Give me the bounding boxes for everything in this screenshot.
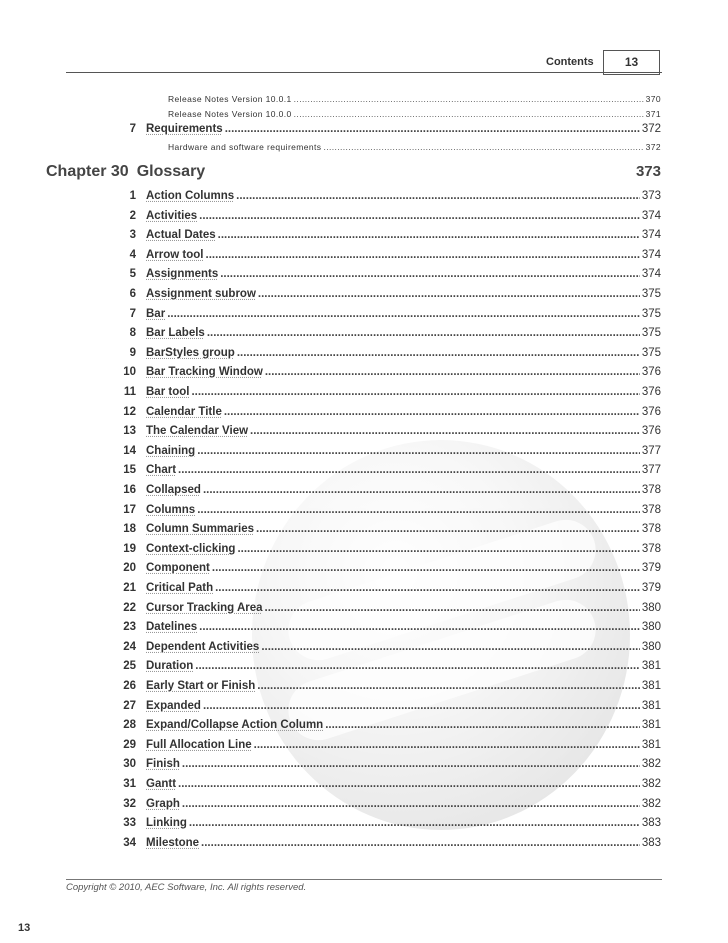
- glossary-entry-page: 378: [641, 503, 661, 516]
- glossary-entry-title: Expand/Collapse Action Column: [146, 719, 324, 732]
- glossary-entry-page: 377: [641, 444, 661, 457]
- glossary-entry-page: 375: [641, 327, 661, 340]
- glossary-entry-number: 22: [123, 601, 136, 614]
- glossary-entry-page: 378: [641, 542, 661, 555]
- glossary-entry[interactable]: [100, 817, 661, 829]
- glossary-entry-title: Milestone: [146, 836, 200, 849]
- glossary-entry[interactable]: [100, 543, 661, 555]
- leader-dots: [178, 464, 640, 476]
- glossary-entry-number: 15: [123, 464, 136, 477]
- glossary-entry-number: 4: [129, 248, 136, 261]
- glossary-entry-title: Cursor Tracking Area: [146, 601, 263, 614]
- glossary-entry-page: 381: [641, 680, 661, 692]
- glossary-entry[interactable]: [100, 190, 661, 202]
- glossary-entry-number: 29: [123, 738, 136, 751]
- glossary-entry[interactable]: [100, 778, 661, 790]
- glossary-entry-title: Chart: [146, 464, 177, 477]
- glossary-entry[interactable]: [100, 347, 661, 359]
- glossary-entry-page: 381: [641, 660, 661, 673]
- toc-entry-number: 7: [129, 123, 136, 135]
- leader-dots: [237, 347, 640, 359]
- glossary-entry[interactable]: [100, 229, 661, 241]
- glossary-entry[interactable]: [100, 562, 661, 574]
- glossary-entry[interactable]: [100, 484, 661, 496]
- glossary-entry[interactable]: [100, 308, 661, 320]
- header-section-label: Contents: [546, 56, 594, 68]
- toc-entry[interactable]: [168, 94, 661, 104]
- glossary-entry-title: Assignments: [146, 268, 219, 281]
- glossary-entry-title: Gantt: [146, 778, 177, 790]
- glossary-entry-title: Columns: [146, 503, 196, 516]
- glossary-entry-number: 8: [129, 327, 136, 340]
- glossary-entry-page: 382: [641, 778, 661, 790]
- glossary-entry-number: 20: [123, 562, 136, 575]
- leader-dots: [294, 109, 644, 119]
- toc-entry-page: 372: [641, 123, 661, 135]
- glossary-entry-number: 24: [123, 640, 136, 653]
- leader-dots: [215, 582, 640, 594]
- glossary-entry[interactable]: [100, 621, 661, 633]
- chapter-page: 373: [635, 163, 661, 180]
- glossary-entry-title: Column Summaries: [146, 523, 254, 536]
- glossary-entry-page: 375: [641, 346, 661, 359]
- glossary-entry-title: Context-clicking: [146, 542, 236, 555]
- header-page-box: 13: [603, 50, 660, 75]
- glossary-entry-title: Duration: [146, 660, 194, 673]
- glossary-entry-number: 28: [123, 719, 136, 732]
- leader-dots: [199, 210, 640, 222]
- glossary-entry[interactable]: [100, 249, 661, 261]
- glossary-entry-page: 381: [641, 738, 661, 751]
- glossary-entry[interactable]: [100, 366, 661, 378]
- glossary-entry-number: 26: [123, 680, 136, 692]
- copyright-notice: Copyright © 2010, AEC Software, Inc. All rights reserved.: [66, 882, 307, 893]
- glossary-entry[interactable]: [100, 210, 661, 222]
- glossary-entry-number: 10: [123, 366, 136, 379]
- leader-dots: [258, 288, 640, 300]
- leader-dots: [257, 680, 640, 692]
- glossary-entry-number: 25: [123, 660, 136, 673]
- glossary-entry-title: Action Columns: [146, 190, 235, 202]
- glossary-entry[interactable]: [100, 445, 661, 457]
- glossary-entry-page: 377: [641, 464, 661, 477]
- glossary-entry-number: 16: [123, 484, 136, 496]
- glossary-entry-number: 9: [129, 346, 136, 359]
- leader-dots: [225, 123, 640, 135]
- glossary-entry-title: Bar Labels: [146, 327, 205, 340]
- glossary-entry-title: Bar tool: [146, 386, 190, 398]
- glossary-entry[interactable]: [100, 425, 661, 437]
- glossary-entry-page: 380: [641, 601, 661, 614]
- glossary-entry-page: 376: [641, 405, 661, 418]
- glossary-entry-title: Expanded: [146, 699, 201, 712]
- glossary-entry-title: Finish: [146, 758, 180, 771]
- glossary-entry-number: 21: [123, 582, 136, 594]
- leader-dots: [325, 719, 640, 731]
- glossary-entry-title: Activities: [146, 209, 198, 222]
- leader-dots: [206, 249, 640, 261]
- glossary-entry[interactable]: [100, 464, 661, 476]
- glossary-entry[interactable]: [100, 680, 661, 692]
- glossary-entry-number: 23: [123, 621, 136, 634]
- leader-dots: [197, 445, 640, 457]
- glossary-entry[interactable]: [100, 798, 661, 810]
- glossary-entry-page: 383: [641, 817, 661, 830]
- leader-dots: [212, 562, 640, 574]
- glossary-entry[interactable]: [100, 523, 661, 535]
- leader-dots: [236, 190, 640, 202]
- glossary-entry-number: 12: [123, 405, 136, 418]
- glossary-entry-number: 6: [129, 288, 136, 300]
- glossary-entry-title: Calendar Title: [146, 405, 222, 418]
- glossary-entry-page: 373: [641, 190, 661, 202]
- glossary-entry-title: Early Start or Finish: [146, 680, 256, 692]
- glossary-entry-title: Critical Path: [146, 582, 214, 594]
- glossary-entry-title: The Calendar View: [146, 425, 249, 438]
- glossary-entry-page: 378: [641, 484, 661, 496]
- leader-dots: [265, 366, 640, 378]
- toc-entry-requirements[interactable]: [100, 123, 661, 135]
- glossary-entry-page: 383: [641, 836, 661, 849]
- leader-dots: [265, 602, 640, 614]
- leader-dots: [203, 700, 640, 712]
- glossary-entry-number: 2: [129, 209, 136, 222]
- glossary-entry[interactable]: [100, 660, 661, 672]
- glossary-entry-page: 380: [641, 621, 661, 634]
- glossary-entry-number: 14: [123, 444, 136, 457]
- glossary-entry[interactable]: [100, 837, 661, 849]
- leader-dots: [218, 229, 640, 241]
- glossary-entry-title: BarStyles group: [146, 346, 235, 359]
- glossary-entry-number: 33: [123, 817, 136, 830]
- glossary-entry-page: 375: [641, 307, 661, 320]
- leader-dots: [294, 94, 644, 104]
- glossary-entry-page: 381: [641, 699, 661, 712]
- glossary-entry[interactable]: [100, 739, 661, 751]
- leader-dots: [254, 739, 640, 751]
- glossary-entry-number: 31: [123, 778, 136, 790]
- leader-dots: [220, 268, 640, 280]
- glossary-entry-page: 374: [641, 248, 661, 261]
- footer-rule: [66, 879, 662, 880]
- leader-dots: [261, 641, 639, 653]
- glossary-entry-page: 382: [641, 797, 661, 810]
- toc-entry-page: 370: [645, 94, 661, 104]
- glossary-entry-number: 34: [123, 836, 136, 849]
- glossary-entry-title: Full Allocation Line: [146, 738, 252, 751]
- glossary-entry-title: Component: [146, 562, 210, 575]
- glossary-entry-page: 374: [641, 209, 661, 222]
- leader-dots: [199, 621, 640, 633]
- glossary-entry-page: 379: [641, 562, 661, 575]
- glossary-entry-page: 374: [641, 268, 661, 281]
- glossary-entry-page: 376: [641, 425, 661, 438]
- leader-dots: [201, 837, 640, 849]
- glossary-entry-title: Arrow tool: [146, 248, 204, 261]
- glossary-entry[interactable]: [100, 504, 661, 516]
- leader-dots: [203, 484, 640, 496]
- leader-dots: [178, 778, 640, 790]
- glossary-entry[interactable]: [100, 386, 661, 398]
- leader-dots: [182, 758, 640, 770]
- glossary-entry-title: Actual Dates: [146, 229, 216, 242]
- toc-entry-title: Release Notes Version 10.0.0: [168, 109, 292, 119]
- leader-dots: [191, 386, 639, 398]
- chapter-label: Chapter 30: [46, 163, 129, 180]
- toc-entry-page: 371: [645, 109, 661, 119]
- glossary-entry-number: 27: [123, 699, 136, 712]
- toc-entry[interactable]: [168, 109, 661, 119]
- glossary-entry-title: Collapsed: [146, 484, 201, 496]
- glossary-entry-number: 1: [129, 190, 136, 202]
- glossary-entry-page: 378: [641, 523, 661, 536]
- glossary-entry-number: 30: [123, 758, 136, 771]
- glossary-entry-number: 3: [129, 229, 136, 242]
- glossary-entry-title: Bar: [146, 307, 166, 320]
- glossary-entry[interactable]: [100, 641, 661, 653]
- glossary-entry-page: 374: [641, 229, 661, 242]
- toc-entry-page: 372: [645, 142, 661, 152]
- chapter-title: Glossary: [136, 163, 206, 180]
- glossary-entry-page: 380: [641, 640, 661, 653]
- glossary-entry[interactable]: [100, 719, 661, 731]
- glossary-entry-title: Datelines: [146, 621, 198, 634]
- glossary-entry-page: 376: [641, 366, 661, 379]
- leader-dots: [323, 142, 643, 152]
- glossary-entry[interactable]: [100, 700, 661, 712]
- leader-dots: [207, 327, 640, 339]
- leader-dots: [250, 425, 640, 437]
- glossary-entry-title: Chaining: [146, 444, 196, 457]
- leader-dots: [237, 543, 639, 555]
- glossary-entry-title: Graph: [146, 797, 180, 810]
- glossary-entry[interactable]: [100, 327, 661, 339]
- glossary-entry[interactable]: [100, 758, 661, 770]
- glossary-entry-page: 382: [641, 758, 661, 771]
- glossary-entry-title: Bar Tracking Window: [146, 366, 263, 379]
- glossary-entry[interactable]: [100, 602, 661, 614]
- glossary-entry-number: 19: [123, 542, 136, 555]
- glossary-entry-number: 5: [129, 268, 136, 281]
- glossary-entry-title: Linking: [146, 817, 187, 830]
- leader-dots: [195, 660, 640, 672]
- glossary-entry-page: 375: [641, 288, 661, 300]
- glossary-entry-page: 376: [641, 386, 661, 398]
- toc-entry-title: Release Notes Version 10.0.1: [168, 94, 292, 104]
- leader-dots: [189, 817, 640, 829]
- glossary-entry-number: 32: [123, 797, 136, 810]
- glossary-entry-number: 13: [123, 425, 136, 438]
- glossary-entry[interactable]: [100, 406, 661, 418]
- glossary-entry-number: 17: [123, 503, 136, 516]
- toc-entry-title: Requirements: [146, 123, 223, 135]
- chapter-heading[interactable]: [46, 163, 661, 181]
- leader-dots: [182, 798, 640, 810]
- glossary-entry[interactable]: [100, 288, 661, 300]
- glossary-entry-number: 11: [123, 386, 136, 398]
- glossary-entry-title: Assignment subrow: [146, 288, 256, 300]
- glossary-entry[interactable]: [100, 268, 661, 280]
- glossary-entry-page: 381: [641, 719, 661, 732]
- leader-dots: [167, 308, 640, 320]
- glossary-entry-title: Dependent Activities: [146, 640, 260, 653]
- glossary-entry-page: 379: [641, 582, 661, 594]
- glossary-entry-number: 18: [123, 523, 136, 536]
- leader-dots: [197, 504, 640, 516]
- glossary-entry-number: 7: [129, 307, 136, 320]
- page-number: 13: [18, 922, 31, 934]
- toc-entry[interactable]: [168, 142, 661, 152]
- leader-dots: [224, 406, 640, 418]
- glossary-entry[interactable]: [100, 582, 661, 594]
- leader-dots: [256, 523, 640, 535]
- toc-entry-title: Hardware and software requirements: [168, 142, 322, 152]
